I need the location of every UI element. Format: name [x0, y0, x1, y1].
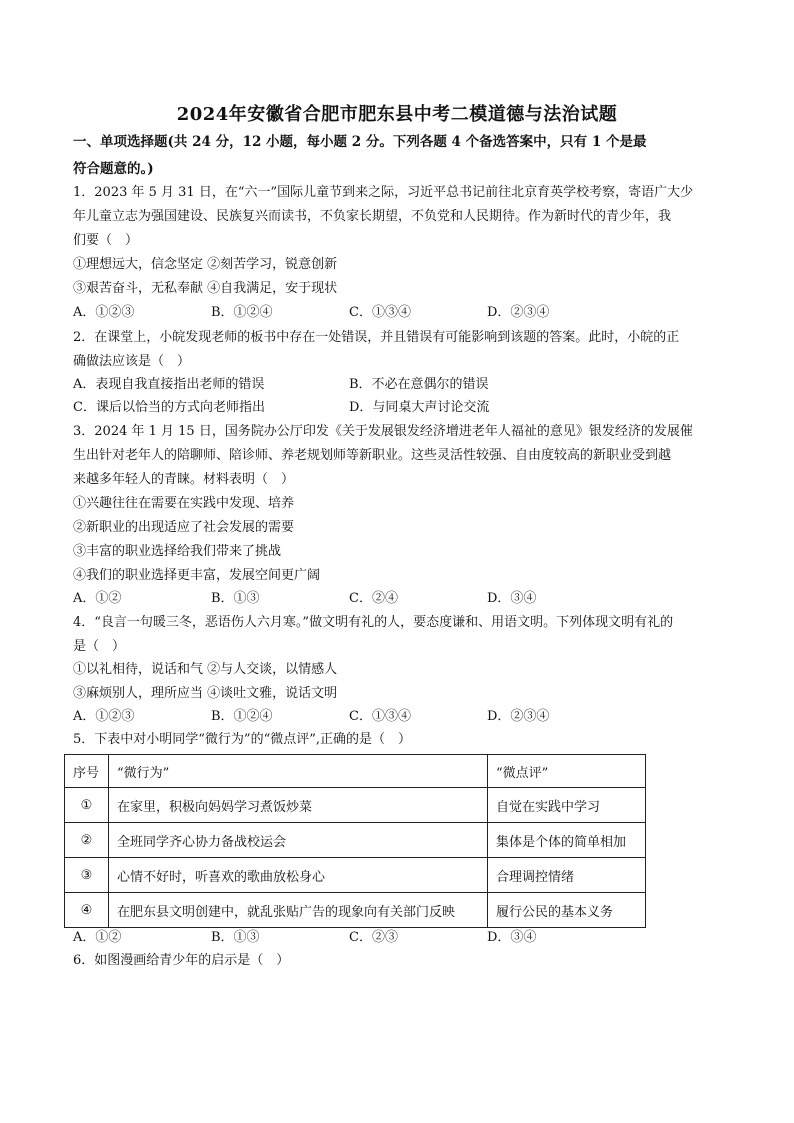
q3-stem: 生出针对老年人的陪聊师、陪诊师、养老规划师等新职业。这些灵活性较强、自由度较高的新职业受到越: [73, 448, 672, 463]
q2-stem: 2．在课堂上，小皖发现老师的板书中存在一处错误，并且错误有可能影响到该题的答案。此时，小皖的正: [73, 330, 680, 345]
page-title: 2024年安徽省合肥市肥东县中考二模道德与法治试题: [176, 104, 618, 125]
table-header: 序号: [65, 755, 109, 788]
q5-option-d: D．③④: [487, 930, 537, 945]
q1-item: ①理想远大，信念坚定 ②刻苦学习，锐意创新: [73, 257, 338, 272]
q2-stem: 确做法应该是（ ）: [73, 354, 191, 369]
q4-stem: 是（ ）: [73, 639, 126, 654]
q2-option-c: C．课后以恰当的方式向老师指出: [73, 400, 265, 415]
q3-item: ①兴趣往往在需要在实践中发现、培养: [73, 496, 295, 511]
table-cell: 在家里，积极向妈妈学习煮饭炒菜: [109, 788, 488, 823]
q4-option-c: C．①③④: [349, 709, 411, 724]
table-cell: 集体是个体的简单相加: [488, 823, 646, 858]
q3-item: ④我们的职业选择更丰富，发展空间更广阔: [73, 568, 321, 583]
q1-stem: 年儿童立志为强国建设、民族复兴而读书，不负家长期望，不负党和人民期待。作为新时代的青少年，我: [73, 209, 672, 224]
q2-option-a: A．表现自我直接指出老师的错误: [73, 377, 265, 392]
q4-item: ①以礼相待，说话和气 ②与人交谈，以情感人: [73, 662, 338, 677]
q4-option-b: B．①②④: [211, 709, 273, 724]
q2-option-d: D．与同桌大声讨论交流: [349, 400, 490, 415]
table-cell: 全班同学齐心协力备战校运会: [109, 823, 488, 858]
q1-option-a: A．①②③: [73, 305, 135, 320]
q5-option-b: B．①③: [211, 930, 260, 945]
table-row: [65, 823, 646, 858]
table-cell: 合理调控情绪: [488, 858, 646, 893]
q3-item: ②新职业的出现适应了社会发展的需要: [73, 520, 295, 535]
table-header: “微行为”: [109, 755, 488, 788]
table-cell: 自觉在实践中学习: [488, 788, 646, 823]
q5-table: [64, 754, 646, 928]
table-header-row: [65, 755, 646, 788]
q1-option-c: C．①③④: [349, 305, 411, 320]
table-row: [65, 893, 646, 928]
q3-option-c: C．②④: [349, 591, 398, 606]
q6-stem: 6．如图漫画给青少年的启示是（ ）: [73, 953, 290, 968]
table-cell: ①: [65, 788, 109, 823]
q4-stem: 4．“良言一句暖三冬，恶语伤人六月寒。”做文明有礼的人，要态度谦和、用语文明。下列体现文明有礼的: [73, 615, 674, 630]
table-cell: 在肥东县文明创建中，就乱张贴广告的现象向有关部门反映: [109, 893, 488, 928]
table-row: [65, 858, 646, 893]
q3-stem: 来越多年轻人的青睐。材料表明（ ）: [73, 472, 295, 487]
q3-option-b: B．①③: [211, 591, 260, 606]
table-cell: 心情不好时，听喜欢的歌曲放松身心: [109, 858, 488, 893]
table-cell: ③: [65, 858, 109, 893]
table-cell: ②: [65, 823, 109, 858]
q1-option-d: D．②③④: [487, 305, 550, 320]
q5-option-a: A．①②: [73, 930, 122, 945]
table-row: [65, 788, 646, 823]
q1-stem: 们要（ ）: [73, 233, 139, 248]
q5-option-c: C．②③: [349, 930, 398, 945]
q2-option-b: B．不必在意偶尔的错误: [349, 377, 489, 392]
q1-stem: 1．2023 年 5 月 31 日，在“六一”国际儿童节到来之际，习近平总书记前往北京育英学校考察，寄语广大少: [73, 185, 694, 200]
q4-item: ③麻烦别人，理所应当 ④谈吐文雅，说话文明: [73, 686, 338, 701]
table-header: “微点评”: [488, 755, 646, 788]
q4-option-a: A．①②③: [73, 709, 135, 724]
q1-option-b: B．①②④: [211, 305, 273, 320]
section-heading-cont: 符合题意的。): [73, 161, 154, 177]
q1-item: ③艰苦奋斗，无私奉献 ④自我满足，安于现状: [73, 281, 338, 296]
table-cell: ④: [65, 893, 109, 928]
table-cell: 履行公民的基本义务: [488, 893, 646, 928]
q4-option-d: D．②③④: [487, 709, 550, 724]
q3-item: ③丰富的职业选择给我们带来了挑战: [73, 544, 282, 559]
section-heading: 一、单项选择题(共 24 分，12 小题，每小题 2 分。下列各题 4 个备选答案中，只有 1 个是最: [73, 134, 647, 150]
q3-option-d: D．③④: [487, 591, 537, 606]
q3-stem: 3．2024 年 1 月 15 日，国务院办公厅印发《关于发展银发经济增进老年人福祉的意见》银发经济的发展催: [73, 424, 693, 439]
q5-stem: 5．下表中对小明同学“微行为”的“微点评”,正确的是（ ）: [73, 732, 411, 747]
q3-option-a: A．①②: [73, 591, 122, 606]
